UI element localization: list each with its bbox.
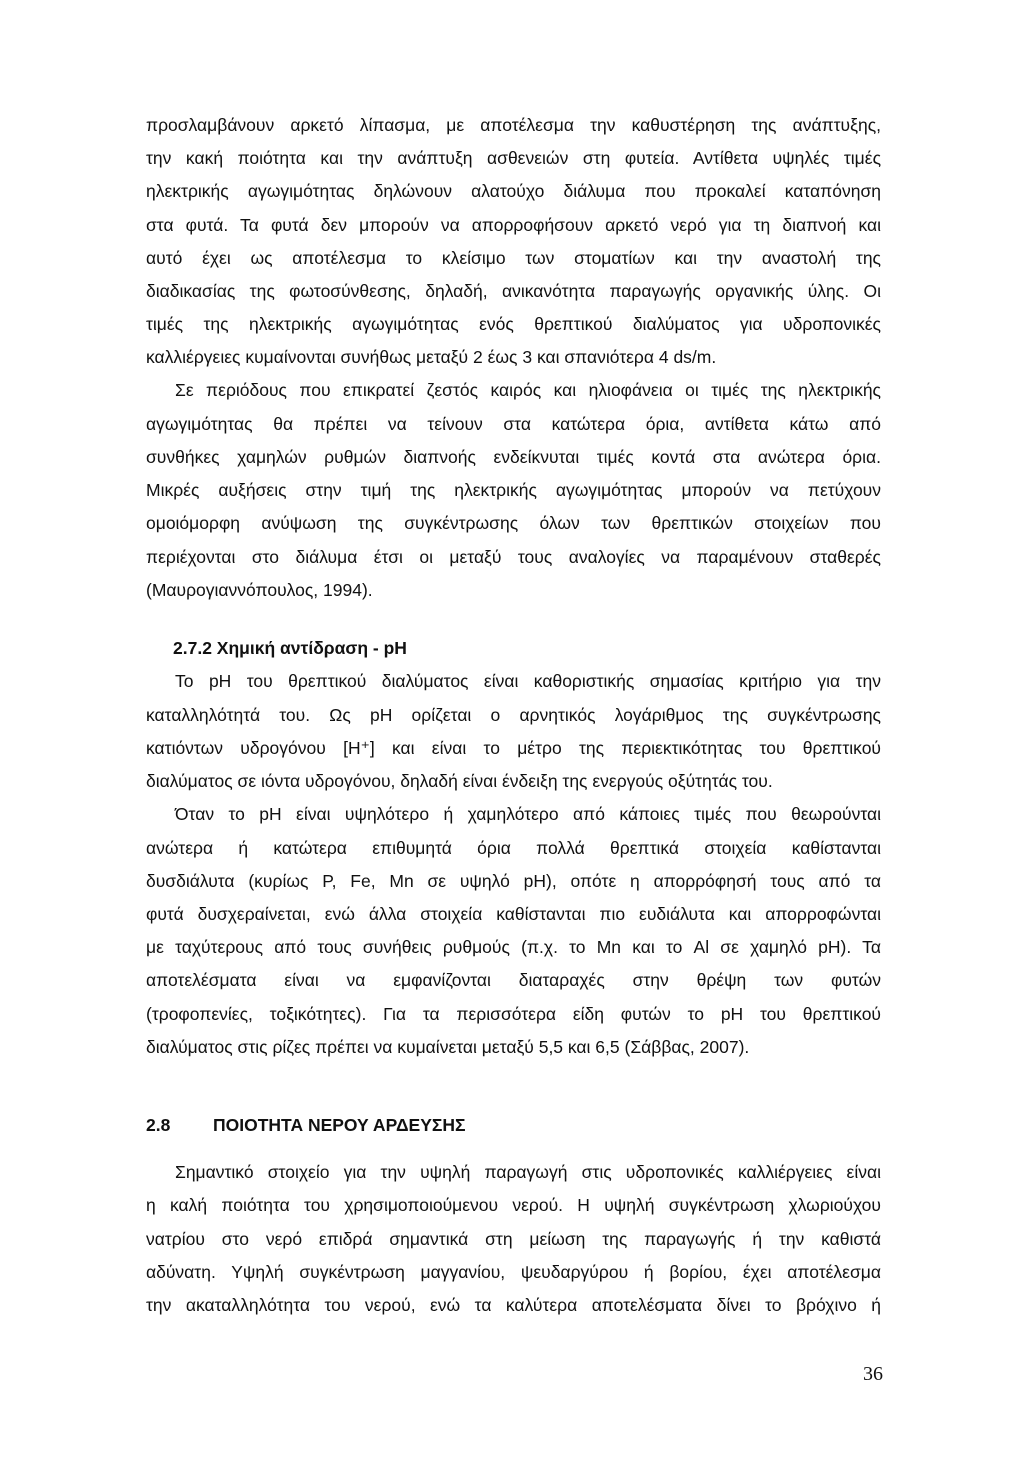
text-line: καλλιέργειες κυμαίνονται συνήθως μεταξύ 2 έως 3 και σπανιότερα 4 ds/m. bbox=[146, 347, 717, 367]
text-line: φυτά δυσχεραίνεται, ενώ άλλα στοιχεία καθίστανται πιο ευδιάλυτα και απορροφώνται bbox=[146, 904, 881, 924]
text-line: την ακαταλληλότητα του νερού, ενώ τα καλύτερα αποτελέσματα δίνει το βρόχινο ή bbox=[146, 1295, 881, 1315]
text-line: ηλεκτρικής αγωγιμότητας δηλώνουν αλατούχο διάλυμα που προκαλεί καταπόνηση bbox=[146, 181, 881, 201]
text-line: Μικρές αυξήσεις στην τιμή της ηλεκτρικής αγωγιμότητας μπορούν να πετύχουν bbox=[146, 480, 881, 500]
text-line: συνθήκες χαμηλών ρυθμών διαπνοής ενδείκνυται τιμές κοντά στα ανώτερα όρια. bbox=[146, 447, 881, 467]
text-line: αγωγιμότητας θα πρέπει να τείνουν στα κατώτερα όρια, αντίθετα κάτω από bbox=[146, 414, 881, 434]
text-line: αποτελέσματα είναι να εμφανίζονται διαταραχές στην θρέψη των φυτών bbox=[146, 970, 881, 990]
text-line: Όταν το pH είναι υψηλότερο ή χαμηλότερο από κάποιες τιμές που θεωρούνται bbox=[175, 804, 881, 824]
text-line: προσλαμβάνουν αρκετό λίπασμα, με αποτέλεσμα την καθυστέρηση της ανάπτυξης, bbox=[146, 115, 881, 135]
text-line: η καλή ποιότητα του χρησιμοποιούμενου νερού. Η υψηλή συγκέντρωση χλωριούχου bbox=[146, 1195, 881, 1215]
text-line: αυτό έχει ως αποτέλεσμα το κλείσιμο των στοματίων και την αναστολή της bbox=[146, 248, 881, 268]
text-line: τιμές της ηλεκτρικής αγωγιμότητας ενός θρεπτικού διαλύματος για υδροπονικές bbox=[146, 314, 881, 334]
section-heading-2-8: ΠΟΙΟΤΗΤΑ ΝΕΡΟΥ ΑΡΔΕΥΣΗΣ bbox=[213, 1115, 466, 1135]
text-line: νατρίου στο νερό επιδρά σημαντικά στη μείωση της παραγωγής ή την καθιστά bbox=[146, 1229, 881, 1249]
section-number-2-8: 2.8 bbox=[146, 1115, 171, 1135]
text-line: Το pH του θρεπτικού διαλύματος είναι καθοριστικής σημασίας κριτήριο για την bbox=[175, 671, 881, 691]
page-number: 36 bbox=[863, 1363, 883, 1385]
text-line: ομοιόμορφη ανύψωση της συγκέντρωσης όλων των θρεπτικών στοιχείων που bbox=[146, 513, 881, 533]
text-line: Σημαντικό στοιχείο για την υψηλή παραγωγή στις υδροπονικές καλλιέργειες είναι bbox=[175, 1162, 881, 1182]
text-line: (τροφοπενίες, τοξικότητες). Για τα περισσότερα είδη φυτών το pH του θρεπτικού bbox=[146, 1004, 881, 1024]
text-line: Σε περιόδους που επικρατεί ζεστός καιρός και ηλιοφάνεια οι τιμές της ηλεκτρικής bbox=[175, 380, 881, 400]
section-heading-2-7-2: 2.7.2 Χημική αντίδραση - pH bbox=[173, 638, 407, 658]
text-line: με ταχύτερους από τους συνήθεις ρυθμούς (π.χ. το Mn και το Al σε χαμηλό pH). Τα bbox=[146, 937, 881, 957]
text-line: κατιόντων υδρογόνου [H⁺] και είναι το μέτρο της περιεκτικότητας του θρεπτικού bbox=[146, 738, 881, 758]
text-line: στα φυτά. Τα φυτά δεν μπορούν να απορροφήσουν αρκετό νερό για τη διαπνοή και bbox=[146, 215, 881, 235]
text-line: (Μαυρογιαννόπουλος, 1994). bbox=[146, 580, 373, 600]
text-line: την κακή ποιότητα και την ανάπτυξη ασθενειών στη φυτεία. Αντίθετα υψηλές τιμές bbox=[146, 148, 881, 168]
text-line: δυσδιάλυτα (κυρίως P, Fe, Mn σε υψηλό pH), οπότε η απορρόφησή τους από τα bbox=[146, 871, 881, 891]
text-line: καταλληλότητά του. Ως pH ορίζεται ο αρνητικός λογάριθμος της συγκέντρωσης bbox=[146, 705, 881, 725]
text-line: αδύνατη. Υψηλή συγκέντρωση μαγγανίου, ψευδαργύρου ή βορίου, έχει αποτέλεσμα bbox=[146, 1262, 881, 1282]
text-line: περιέχονται στο διάλυμα έτσι οι μεταξύ τους αναλογίες να παραμένουν σταθερές bbox=[146, 547, 881, 567]
text-line: διαλύματος στις ρίζες πρέπει να κυμαίνεται μεταξύ 5,5 και 6,5 (Σάββας, 2007). bbox=[146, 1037, 750, 1057]
text-line: διαδικασίας της φωτοσύνθεσης, δηλαδή, ανικανότητα παραγωγής οργανικής ύλης. Οι bbox=[146, 281, 881, 301]
text-line: ανώτερα ή κατώτερα επιθυμητά όρια πολλά θρεπτικά στοιχεία καθίστανται bbox=[146, 838, 881, 858]
text-line: διαλύματος σε ιόντα υδρογόνου, δηλαδή είναι ένδειξη της ενεργούς οξύτητάς του. bbox=[146, 771, 773, 791]
